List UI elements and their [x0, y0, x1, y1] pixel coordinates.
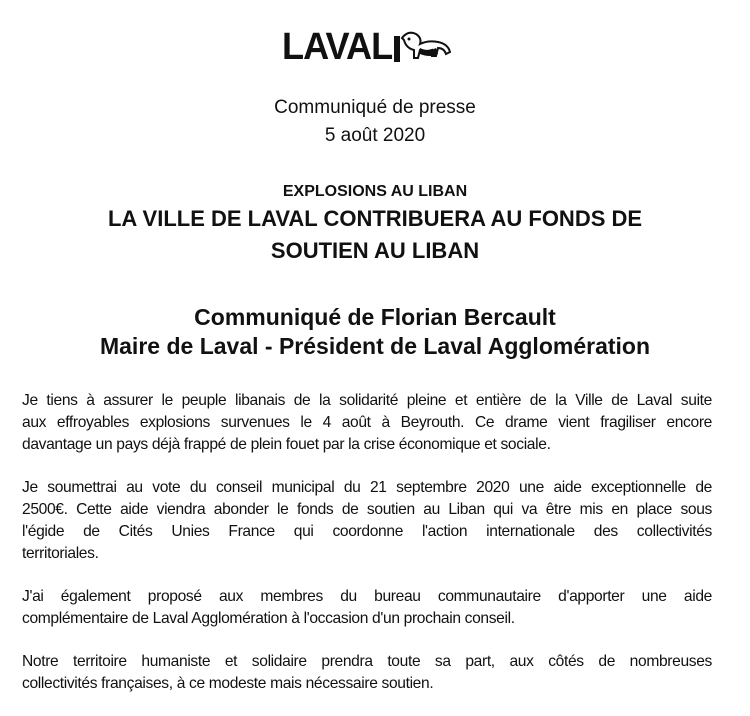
laval-logo [282, 26, 452, 68]
paragraph-2 [22, 477, 712, 565]
lion-emblem-icon [394, 28, 452, 64]
text-line: 2500€. Cette aide viendra abonder le fonds de soutien au Liban qui va être mis en place sous [22, 501, 712, 518]
text-line: aux effroyables explosions survenues le 4 août à Beyrouth. Ce drame vient fragiliser encore [22, 414, 712, 431]
text-line: territoriales. [22, 545, 99, 562]
text-line: davantage un pays déjà frappé de plein fouet par la crise économique et sociale. [22, 436, 551, 453]
text-line: Je soumettrai au vote du conseil municipal du 21 septembre 2020 une aide exceptionnelle de [22, 479, 712, 496]
paragraph-3 [22, 586, 712, 630]
release-type: Communiqué de presse [274, 97, 476, 118]
release-date: 5 août 2020 [324, 125, 426, 146]
author-line-1: Communiqué de Florian Bercault [194, 304, 556, 330]
body-text [22, 390, 712, 716]
author-line-2: Maire de Laval - Président de Laval Agglomération [99, 333, 651, 359]
logo-text: LAVAL [282, 26, 393, 68]
text-line: l'égide de Cités Unies France qui coordonne l'action internationale des collectivités [22, 523, 712, 540]
text-line: collectivités françaises, à ce modeste mais nécessaire soutien. [22, 675, 434, 692]
paragraph-4 [22, 651, 712, 695]
kicker: EXPLOSIONS AU LIBAN [282, 183, 468, 200]
text-line: Je tiens à assurer le peuple libanais de la solidarité pleine et entière de la Ville de Laval suite [22, 392, 712, 409]
title-line-2: SOUTIEN AU LIBAN [270, 238, 480, 263]
text-line: J'ai également proposé aux membres du bureau communautaire d'apporter une aide [22, 588, 712, 605]
text-line: complémentaire de Laval Agglomération à l'occasion d'un prochain conseil. [22, 610, 515, 627]
paragraph-1 [22, 390, 712, 456]
title-line-1: LA VILLE DE LAVAL CONTRIBUERA AU FONDS DE [107, 206, 643, 231]
text-line: Notre territoire humaniste et solidaire prendra toute sa part, aux côtés de nombreuses [22, 653, 712, 670]
